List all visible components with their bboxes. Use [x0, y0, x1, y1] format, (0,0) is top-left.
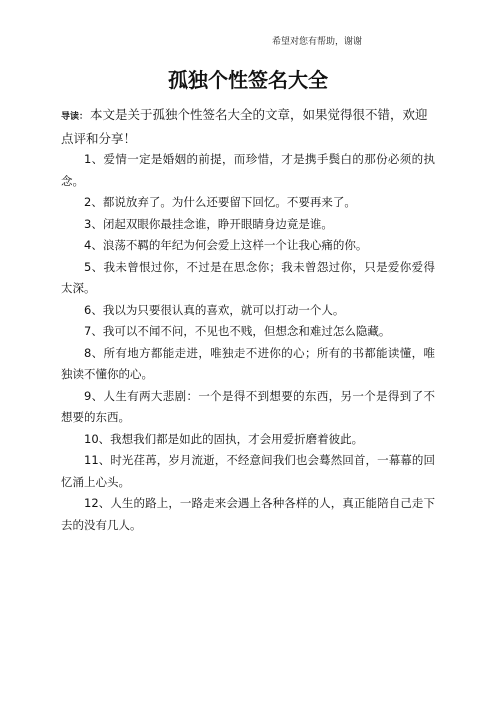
list-item: 10、我想我们都是如此的固执，才会用爱折磨着彼此。	[84, 431, 364, 446]
intro-paragraph	[61, 104, 435, 150]
list-item: 9、人生有两大悲剧：一个是得不到想要的东西，另一个是得到了不想要的东西。	[61, 388, 435, 424]
list-item: 12、人生的路上，一路走来会遇上各种各样的人，真正能陪自己走下去的没有几人。	[61, 496, 435, 532]
list-item: 1、爱情一定是婚姻的前提，而珍惜，才是携手鬓白的那份必须的执念。	[61, 152, 435, 188]
intro-text: 本文是关于孤独个性签名大全的文章，如果觉得很不错，欢迎点评和分享！	[61, 107, 428, 146]
list-item: 5、我未曾恨过你，不过是在思念你；我未曾怨过你，只是爱你爱得太深。	[61, 259, 435, 295]
document-title: 孤独个性签名大全	[168, 68, 328, 92]
list-item: 6、我以为只要很认真的喜欢，就可以打动一个人。	[84, 302, 345, 317]
list-item: 3、闭起双眼你最挂念谁，睁开眼睛身边竟是谁。	[84, 216, 333, 231]
list-item: 11、时光荏苒，岁月流逝，不经意间我们也会蓦然回首，一幕幕的回忆涌上心头。	[61, 453, 435, 489]
list-item: 7、我可以不闻不问，不见也不贱，但想念和难过怎么隐藏。	[84, 324, 391, 338]
intro-label: 导读：	[61, 112, 89, 122]
list-item: 2、都说放弃了。为什么还要留下回忆。不要再来了。	[84, 195, 356, 209]
header-note: 希望对您有帮助，谢谢	[272, 37, 363, 47]
list-item: 4、浪荡不羁的年纪为何会爱上这样一个让我心痛的你。	[84, 238, 368, 252]
signature-list	[61, 149, 435, 536]
list-item: 8、所有地方都能走进，唯独走不进你的心；所有的书都能读懂，唯独读不懂你的心。	[61, 345, 435, 381]
